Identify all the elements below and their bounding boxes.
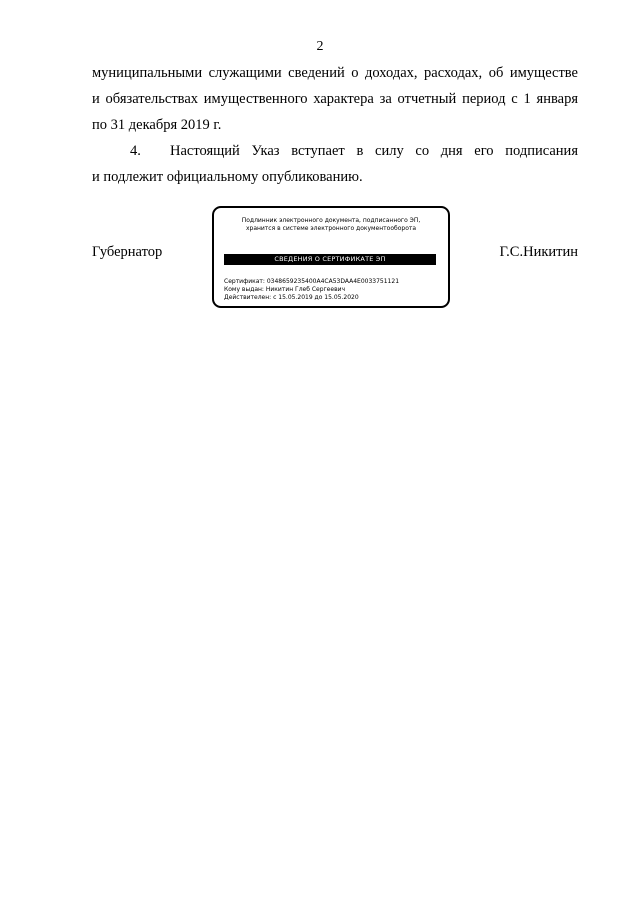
certificate-owner-row [224, 286, 399, 294]
page-number: 2 [316, 39, 324, 54]
certificate-serial-row [224, 278, 399, 286]
certificate-serial-label: Сертификат: [224, 278, 265, 285]
certificate-note [214, 217, 448, 233]
certificate-note-line: Подлинник электронного документа, подписанного ЭП, [241, 217, 421, 224]
paragraph-line: Настоящий Указ вступает в силу со дня его подписания [170, 143, 578, 159]
certificate-details [224, 278, 399, 302]
signatory-name: Г.С.Никитин [499, 244, 578, 260]
item-number: 4. [130, 143, 141, 159]
certificate-validity-label: Действителен: [224, 294, 272, 301]
certificate-validity-row [224, 294, 399, 302]
signatory-position: Губернатор [92, 244, 163, 260]
signature-certificate-box [212, 206, 450, 308]
paragraph-line: муниципальными служащими сведений о доходах, расходах, об имуществе [92, 65, 578, 81]
certificate-note-line: хранится в системе электронного документооборота [245, 225, 417, 232]
certificate-serial-value: 0348659235400A4CA53DAA4E0033751121 [266, 278, 400, 285]
certificate-title: СВЕДЕНИЯ О СЕРТИФИКАТЕ ЭП [224, 254, 436, 265]
paragraph-line: по 31 декабря 2019 г. [92, 117, 222, 133]
paragraph-line: и обязательствах имущественного характера за отчетный период с 1 января [92, 91, 578, 107]
certificate-validity-value: с 15.05.2019 до 15.05.2020 [273, 294, 359, 301]
certificate-owner-label: Кому выдан: [224, 286, 264, 293]
certificate-owner-value: Никитин Глеб Сергеевич [265, 286, 346, 293]
paragraph-line: и подлежит официальному опубликованию. [92, 169, 363, 185]
